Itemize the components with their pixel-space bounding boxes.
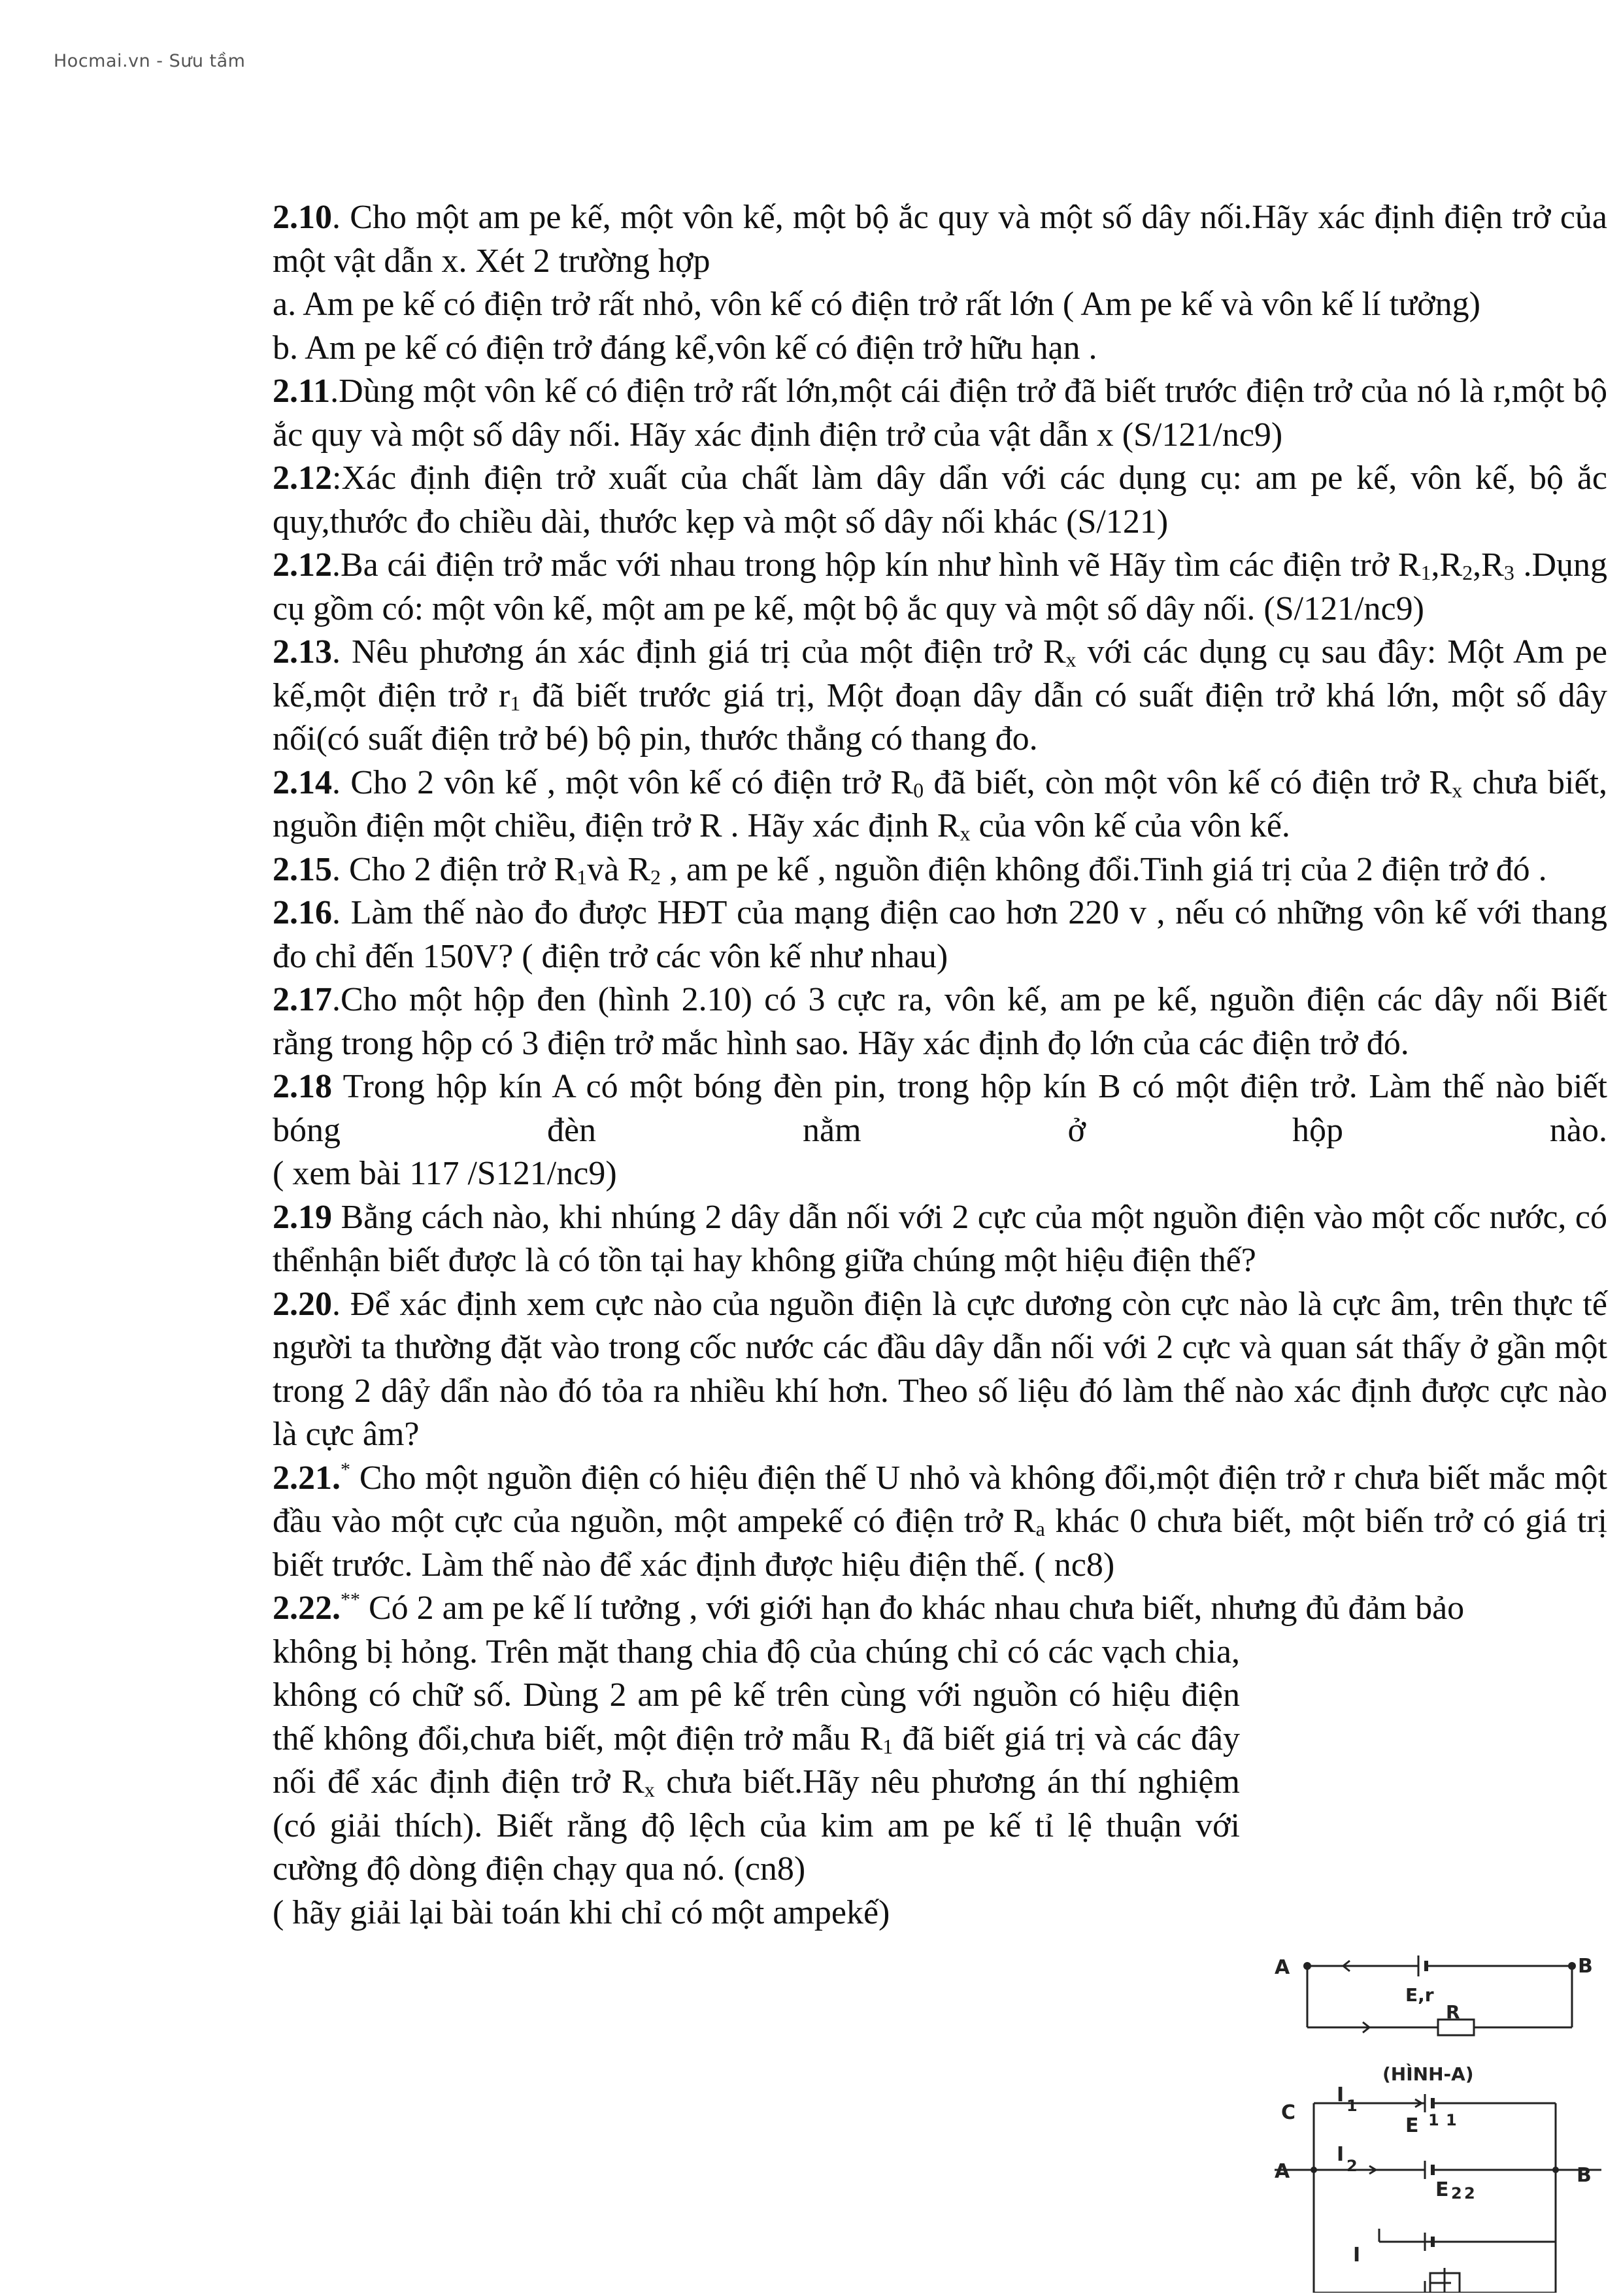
problem-2-12b: 2.12.Ba cái điện trở mắc với nhau trong hộp kín như hình vẽ Hãy tìm các điện trở $R_1,R_2,R_3$ .Dụng cụ gồm có: một vôn kế, một am pe kế, một bộ ắc quy và một số dây nối. (S/121/nc9): [273, 546, 1607, 627]
problem-2-18-ref: ( xem bài 117 /S121/nc9): [273, 1155, 617, 1192]
fig-label-i2: I: [1337, 2143, 1345, 2166]
problem-2-10-case-b: b. Am pe kế có điện trở đáng kể,vôn kế có điện trở hữu hạn .: [273, 329, 1097, 367]
node-a: [1303, 1962, 1311, 1970]
svg-text:2: 2: [1346, 2157, 1358, 2175]
problem-number: 2.18: [273, 1068, 332, 1105]
problem-2-22-body: không bị hỏng. Trên mặt thang chia độ của chúng chỉ có các vạch chia, không có chữ số. Dùng 2 am pê kế trên cùng với nguồn có hiệu điện thế không đổi,chưa biết, một điện trở mẫu $R_1$ đã biết giá trị và các đây nối để xác định điện trở $R_x$ chưa biết.Hãy nêu phương án thí nghiệm (có giải thích). Biết rằng độ lệch của kim am pe kế tỉ lệ thuận với cường độ dòng điện chạy qua nó. (cn8): [273, 1633, 1240, 1888]
svg-text:E: E: [1405, 2114, 1419, 2137]
problem-number: 2.11: [273, 373, 331, 410]
problem-number: 2.22.: [273, 1589, 341, 1627]
problem-2-22-extra: ( hãy giải lại bài toán khi chỉ có một ampekế): [273, 1893, 890, 1931]
fig-label-r: R: [1446, 2001, 1460, 2023]
problem-2-15: 2.15. Cho 2 điện trở $R_1và$ $R_2$ , am pe kế , nguồn điện không đổi.Tinh giá trị của 2 điện trở đó .: [273, 850, 1547, 889]
fig-label-a: A: [1275, 1956, 1290, 1979]
problem-2-20: 2.20. Để xác định xem cực nào của nguồn điện là cực dương còn cực nào là cực âm, trên thực tế người ta thường đặt vào trong cốc nước các đầu dây dẫn nối với 2 cực và quan sát thấy ở gần một trong 2 dâỷ dẩn nào đó tỏa ra nhiều khí hơn. Theo số liệu đó làm thế nào xác định được cực nào là cực âm?: [273, 1285, 1607, 1453]
circuit-figure: [1275, 1954, 1601, 2293]
problem-number: 2.17: [273, 981, 332, 1018]
fig-label-c: C: [1281, 2101, 1296, 2124]
problem-number: 2.12: [273, 459, 332, 497]
problem-number: 2.15: [273, 850, 332, 888]
problem-2-12a: 2.12:Xác định điện trở xuất của chất làm dây dẩn với các dụng cụ: am pe kế, vôn kế, bộ ắc quy,thước đo chiều dài, thước kẹp và một số dây nối khác (S/121): [273, 459, 1607, 541]
fig-label-er: E,r: [1405, 1984, 1434, 2006]
problem-number: 2.20: [273, 1285, 332, 1323]
problem-2-19: 2.19 Bằng cách nào, khi nhúng 2 dây dẫn nối với 2 cực của một nguồn điện vào một cốc nước, có thểnhận biết được là có tồn tại hay không giữa chúng một hiệu điện thế?: [273, 1198, 1607, 1279]
problem-list: [273, 196, 1607, 1935]
problem-2-14: 2.14. Cho 2 vôn kế , một vôn kế có điện trở $R_0$ đã biết, còn một vôn kế có điện trở $R_x$ chưa biết, nguồn điện một chiều, điện trở R . Hãy xác định $R_x$ của vôn kế của vôn kế.: [273, 763, 1607, 845]
problem-2-17: 2.17.Cho một hộp đen (hình 2.10) có 3 cực ra, vôn kế, am pe kế, nguồn điện các dây nối Biết rằng trong hộp có 3 điện trở mắc hình sao. Hãy xác định đọ lớn của các điện trở đó.: [273, 981, 1607, 1062]
problem-number: 2.14: [273, 763, 332, 801]
problem-2-21: 2.21.* Cho một nguồn điện có hiệu điện thế U nhỏ và không đổi,một điện trở r chưa biết mắc một đầu vào một cực của nguồn, một ampekế có điện trở $R_a$ khác 0 chưa biết, một biến trở có giá trị biết trước. Làm thế nào để xác định được hiệu điện thế. ( nc8): [273, 1458, 1608, 1584]
problem-number: 2.12: [273, 546, 332, 584]
svg-text:2: 2: [1464, 2184, 1475, 2203]
svg-text:E: E: [1435, 2178, 1449, 2201]
source-header: Hocmai.vn - Sưu tầm: [54, 51, 246, 71]
fig-label-b: B: [1578, 1955, 1593, 1978]
fig-label-i3: I: [1353, 2244, 1361, 2267]
svg-text:2: 2: [1451, 2184, 1462, 2203]
problem-2-10-case-a: a. Am pe kế có điện trở rất nhỏ, vôn kế có điện trở rất lớn ( Am pe kế và vôn kế lí tưởng): [273, 286, 1480, 323]
svg-text:1: 1: [1346, 2097, 1358, 2115]
svg-text:1: 1: [1428, 2111, 1439, 2129]
circuit-diagram: [1275, 1954, 1601, 2293]
fig-label-a2: A: [1275, 2160, 1290, 2183]
problem-2-11: 2.11.Dùng một vôn kế có điện trở rất lớn,một cái điện trở đã biết trước điện trở của nó là r,một bộ ắc quy và một số dây nối. Hãy xác định điện trở của vật dẫn x (S/121/nc9): [273, 373, 1607, 454]
node-b: [1568, 1962, 1576, 1970]
fig-caption: (HÌNH-A): [1382, 2063, 1474, 2085]
problem-2-22: 2.22.** Có 2 am pe kế lí tưởng , với giới hạn đo khác nhau chưa biết, nhưng đủ đảm bảo: [273, 1589, 1465, 1627]
problem-2-13: 2.13. Nêu phương án xác định giá trị của một điện trở $R_x$ với các dụng cụ sau đây: Một Am pe kế,một điện trở $r_1$ đã biết trước giá trị, Một đoạn dây dẫn có suất điện trở khá lớn, một số dây nối(có suất điện trở bé) bộ pin, thước thẳng có thang đo.: [273, 633, 1607, 757]
fig-label-b2: B: [1577, 2164, 1592, 2187]
problem-2-16: 2.16. Làm thế nào đo được HĐT của mạng điện cao hơn 220 v , nếu có những vôn kế với thang đo chỉ đến 150V? ( điện trở các vôn kế như nhau): [273, 894, 1607, 975]
problem-number: 2.19: [273, 1198, 332, 1236]
fig-label-i1: I: [1337, 2084, 1345, 2106]
problem-number: 2.13: [273, 633, 332, 671]
problem-number: 2.16: [273, 894, 332, 931]
problem-number: 2.10: [273, 199, 332, 236]
problem-number: 2.21.: [273, 1459, 341, 1497]
problem-2-10: 2.10. Cho một am pe kế, một vôn kế, một bộ ắc quy và một số dây nối.Hãy xác định điện trở của một vật dẫn x. Xét 2 trường hợp: [273, 199, 1607, 280]
svg-text:1: 1: [1446, 2111, 1457, 2129]
problem-2-18: 2.18 Trong hộp kín A có một bóng đèn pin, trong hộp kín B có một điện trở. Làm thế nào biết bóng đèn nằm ở hộp nào.: [273, 1068, 1607, 1149]
